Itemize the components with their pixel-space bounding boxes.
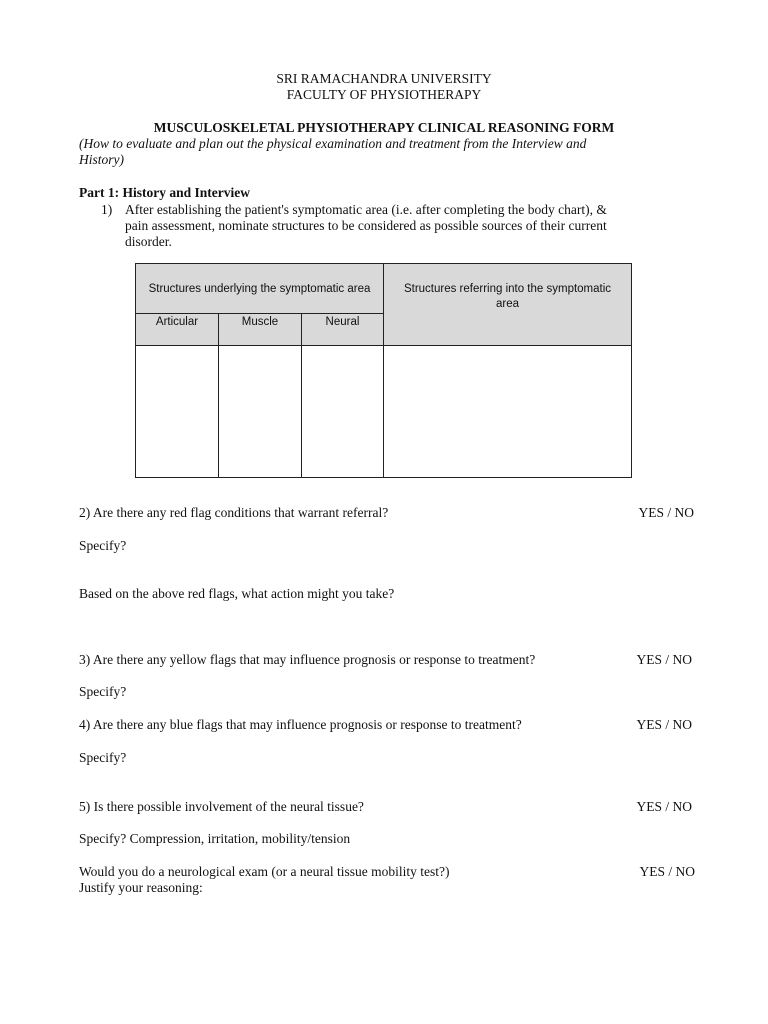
col-articular-label: Articular — [155, 316, 199, 328]
university-name: SRI RAMACHANDRA UNIVERSITY — [276, 71, 492, 86]
q4-text: 4) Are there any blue flags that may influence prognosis or response to treatment? — [79, 717, 522, 732]
form-subtitle-line2: History) — [79, 152, 124, 167]
q5-neuro-yes-no[interactable]: YES / NO — [639, 864, 695, 879]
q4-yes-no[interactable]: YES / NO — [636, 717, 692, 732]
q2-text: 2) Are there any red flag conditions that warrant referral? — [79, 505, 389, 520]
q3-text: 3) Are there any yellow flags that may influence prognosis or response to treatment? — [79, 652, 536, 667]
q5-specify: Specify? Compression, irritation, mobility/tension — [79, 831, 351, 846]
q2-action: Based on the above red flags, what action might you take? — [79, 586, 395, 601]
col-articular-header — [135, 313, 219, 346]
q5-text: 5) Is there possible involvement of the neural tissue? — [79, 799, 364, 814]
form-title: MUSCULOSKELETAL PHYSIOTHERAPY CLINICAL REASONING FORM — [153, 120, 615, 135]
structures-underlying-label: Structures underlying the symptomatic area — [148, 283, 371, 295]
q1-line2: pain assessment, nominate structures to be considered as possible sources of their current — [125, 218, 607, 233]
referring-entry-cell[interactable] — [383, 345, 632, 478]
muscle-entry-cell[interactable] — [218, 345, 302, 478]
part1-title: Part 1: History and Interview — [79, 185, 250, 200]
q2-yes-no[interactable]: YES / NO — [638, 505, 694, 520]
q5-yes-no[interactable]: YES / NO — [636, 799, 692, 814]
q1-line3: disorder. — [125, 234, 172, 249]
structures-referring-label-line1: Structures referring into the symptomatic — [403, 283, 612, 295]
q3-specify: Specify? — [79, 684, 127, 699]
q5-justify: Justify your reasoning: — [79, 880, 203, 895]
col-neural-header — [301, 313, 384, 346]
neural-entry-cell[interactable] — [301, 345, 384, 478]
q3-yes-no[interactable]: YES / NO — [636, 652, 692, 667]
q5-neuro-exam: Would you do a neurological exam (or a neural tissue mobility test?) — [79, 864, 450, 879]
structures-table — [135, 263, 632, 478]
articular-entry-cell[interactable] — [135, 345, 219, 478]
form-subtitle-line1: (How to evaluate and plan out the physical examination and treatment from the Interview and — [79, 136, 587, 151]
col-muscle-header — [218, 313, 302, 346]
q1-number: 1) — [101, 202, 113, 217]
q1-line1: After establishing the patient's symptomatic area (i.e. after completing the body chart), & — [125, 202, 607, 217]
structures-referring-header — [383, 263, 632, 346]
col-muscle-label: Muscle — [241, 316, 279, 328]
q2-specify: Specify? — [79, 538, 127, 553]
q4-specify: Specify? — [79, 750, 127, 765]
faculty-name: FACULTY OF PHYSIOTHERAPY — [286, 87, 482, 102]
structures-referring-label-line2: area — [495, 298, 520, 310]
structures-underlying-header — [135, 263, 384, 314]
col-neural-label: Neural — [325, 316, 360, 328]
